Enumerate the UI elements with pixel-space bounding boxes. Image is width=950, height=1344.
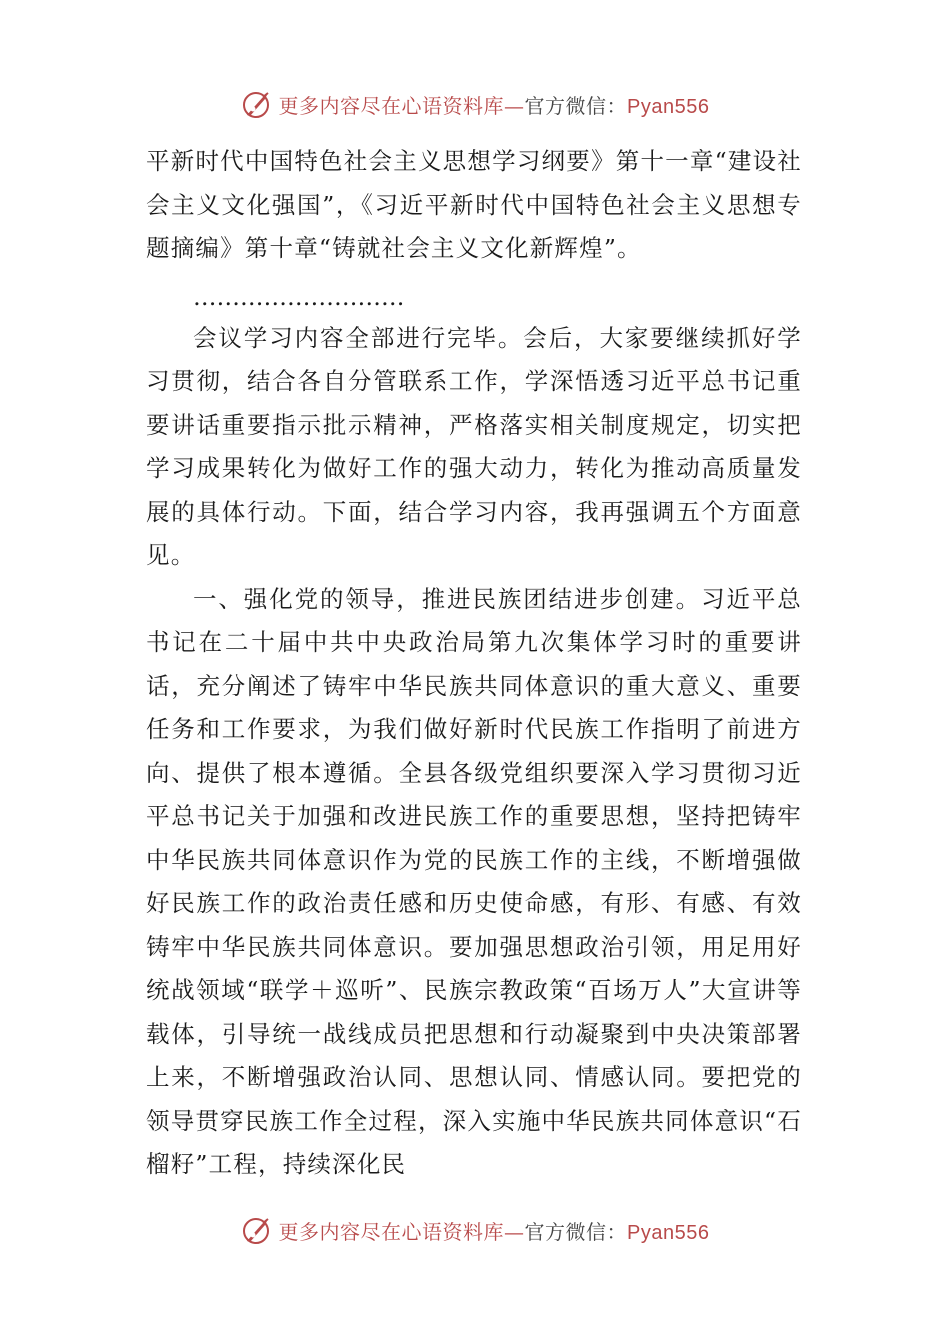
document-body xyxy=(146,140,802,1187)
watermark-footer xyxy=(0,1210,950,1250)
watermark-dash: — xyxy=(504,1219,525,1244)
paragraph-continuation: 平新时代中国特色社会主义思想学习纲要》第十一章“建设社会主义文化强国”，《习近平新时代中国特色社会主义思想专题摘编》第十章“铸就社会主义文化新辉煌”。 xyxy=(146,147,802,262)
paragraph-ellipsis: ……………………… xyxy=(193,282,405,311)
paragraph-meeting-summary: 会议学习内容全部进行完毕。会后，大家要继续抓好学习贯彻，结合各自分管联系工作，学深悟透习近平总书记重要讲话重要指示批示精神，严格落实相关制度规定，切实把学习成果转化为做好工作的强大动力，转化为推动高质量发展的具体行动。下面，结合学习内容，我再强调五个方面意见。 xyxy=(146,323,802,569)
watermark-handle: Pyan556 xyxy=(627,95,710,118)
watermark-text xyxy=(279,90,710,119)
paragraph-point-one: 一、强化党的领导，推进民族团结进步创建。习近平总书记在二十届中共中央政治局第九次集体学习时的重要讲话，充分阐述了铸牢中华民族共同体意识的重大意义、重要任务和工作要求，为我们做好新时代民族工作指明了前进方向、提供了根本遵循。全县各级党组织要深入学习贯彻习近平总书记关于加强和改进民族工作的重要思想，坚持把铸牢中华民族共同体意识作为党的民族工作的主线，不断增强做好民族工作的政治责任感和历史使命感，有形、有感、有效铸牢中华民族共同体意识。要加强思想政治引领，用足用好统战领域“联学＋巡听”、民族宗教政策“百场万人”大宣讲等载体，引导统一战线成员把思想和行动凝聚到中央决策部署上来，不断增强政治认同、思想认同、情感认同。要把党的领导贯穿民族工作全过程，深入实施中华民族共同体意识“石榴籽”工程，持续深化民 xyxy=(146,584,802,1178)
watermark-dash: — xyxy=(504,93,525,118)
pen-nib-circle-icon xyxy=(241,87,275,121)
watermark-header xyxy=(0,84,950,124)
watermark-site-text: 更多内容尽在心语资料库 xyxy=(278,93,505,118)
watermark-text xyxy=(279,1216,710,1245)
pen-nib-circle-icon xyxy=(241,1213,275,1247)
watermark-site-text: 更多内容尽在心语资料库 xyxy=(278,1219,505,1244)
watermark-handle: Pyan556 xyxy=(627,1221,710,1244)
watermark-official-label: 官方微信： xyxy=(524,93,628,118)
watermark-official-label: 官方微信： xyxy=(524,1219,628,1244)
